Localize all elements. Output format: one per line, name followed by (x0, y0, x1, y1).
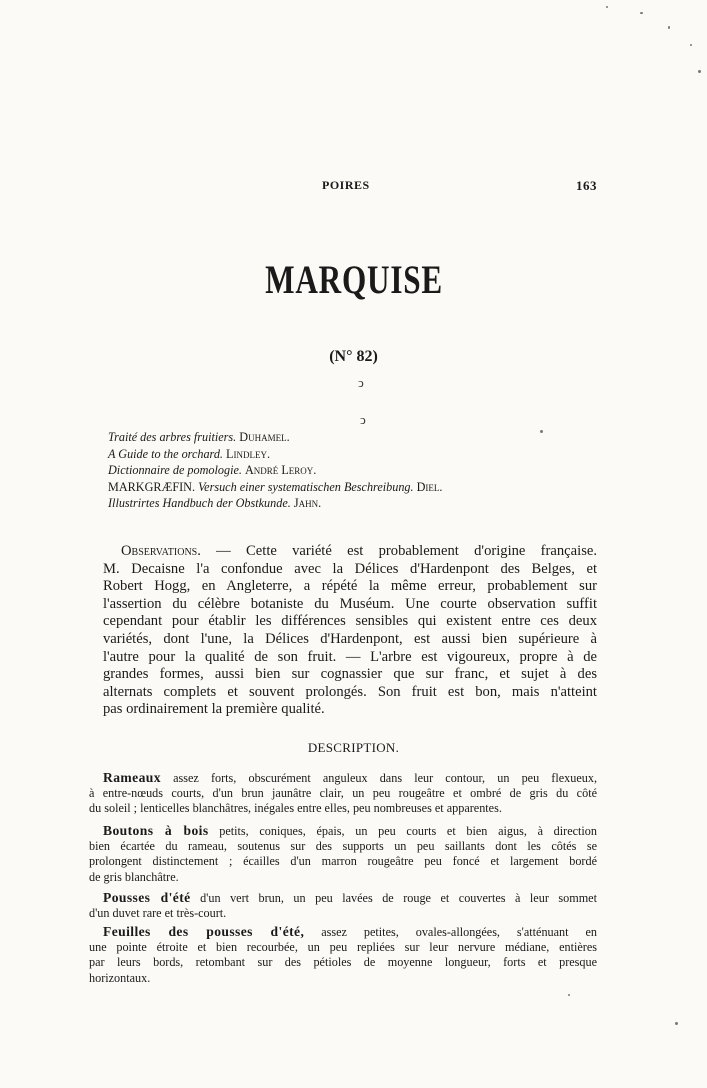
reference-author: Duhamel. (239, 430, 290, 444)
variety-number: (N° 82) (329, 348, 378, 365)
description-heading: DESCRIPTION. (307, 740, 400, 755)
reference-author: André Leroy. (244, 463, 317, 477)
description-entry-pousses (89, 890, 597, 921)
reference-work: Traité des arbres fruitiers. (108, 430, 237, 444)
page-number: 163 (576, 178, 597, 193)
description-line: Rameaux assez forts, obscurément anguleux dans leur contour, un peu flexueux, (103, 770, 597, 785)
reference-line (108, 462, 538, 479)
variety-title: MARQUISE (265, 257, 443, 302)
observations-line: cependant pour établir les différences sensibles qui existent entre ces deux (103, 613, 597, 630)
reference-author: Lindley. (226, 446, 271, 461)
observations-line: l'assertion du célèbre botaniste du Muséum. Une courte observation suffit (103, 595, 597, 612)
observations-line: l'autre pour la qualité de son fruit. — L'arbre est vigoureux, propre à de (103, 648, 597, 665)
observations-line: variétés, dont l'une, la Délices d'Hardenpont, est aussi bien supérieure à (103, 630, 597, 647)
description-entry-feuilles (89, 924, 597, 986)
observations-line: Observations. — Cette variété est probablement d'origine française. (121, 543, 597, 559)
description-line: du soleil ; lenticelles blanchâtres, inégales entre elles, peu nombreuses et apparentes. (89, 801, 502, 816)
description-line: Boutons à bois petits, coniques, épais, un peu courts et bien aigus, à direction (103, 823, 597, 838)
running-header (0, 178, 707, 194)
description-line: bien écartée du rameau, soutenus sur des supports un peu saillants dont les côtés se (89, 839, 597, 854)
reference-author: Jahn. (293, 496, 322, 510)
observations-line: Robert Hogg, en Angleterre, a répété la même erreur, probablement sur (103, 578, 597, 595)
reference-author: Diel. (416, 479, 443, 494)
description-term: Rameaux (103, 770, 161, 785)
observations-line: grandes formes, aussi bien sur cognassier que sur franc, et sujet à des (103, 666, 597, 683)
observations-paragraph (103, 543, 597, 719)
running-title: POIRES (322, 178, 370, 192)
reference-work: Dictionnaire de pomologie. (108, 463, 242, 477)
ornament-mark: ↄ (360, 412, 366, 427)
synonym-references (108, 429, 538, 512)
description-line: Pousses d'été d'un vert brun, un peu lavées de rouge et couvertes à leur sommet (103, 890, 597, 905)
description-line: par leurs bords, retombant sur des pétioles de moyenne longueur, forts et presque (89, 955, 597, 970)
reference-line (108, 446, 538, 463)
observations-line: alternats complets et souvent prolongés. Son fruit est bon, mais n'atteint (103, 683, 597, 700)
description-term: Boutons à bois (103, 823, 209, 838)
description-term: Feuilles des pousses d'été, (103, 924, 305, 939)
observations-lead: Observations. (121, 543, 201, 559)
reference-line (108, 429, 538, 446)
description-line: prolongent distinctement ; écailles d'un marron rougeâtre peu foncé et largement bordé (89, 854, 597, 869)
description-line: d'un duvet rare et très-court. (89, 906, 227, 921)
reference-work: Illustrirtes Handbuch der Obstkunde. (108, 496, 291, 510)
reference-line (108, 495, 538, 512)
reference-work: A Guide to the orchard. (108, 446, 223, 461)
reference-work: Versuch einer systematischen Beschreibung. (198, 479, 414, 494)
description-entry-rameaux (89, 770, 597, 817)
reference-synonym: MARKGRÆFIN. (108, 479, 196, 494)
reference-line (108, 479, 538, 496)
ornament-mark: ↄ (358, 375, 364, 390)
description-line: horizontaux. (89, 970, 151, 985)
description-entry-boutons (89, 823, 597, 885)
description-term: Pousses d'été (103, 890, 191, 905)
description-line: Feuilles des pousses d'été, assez petites, ovales-allongées, s'atténuant en (103, 924, 597, 939)
description-line: une pointe étroite et bien recourbée, un peu repliées sur leur nervure médiane, entières (89, 940, 597, 955)
observations-line: M. Decaisne l'a confondue avec la Délices d'Hardenpont des Belges, et (103, 560, 597, 577)
description-line: à entre-nœuds courts, d'un brun jaunâtre clair, un peu rougeâtre et ombré de gris du côté (89, 786, 597, 801)
description-line: de gris blanchâtre. (89, 869, 179, 884)
observations-line: pas ordinairement la première qualité. (103, 701, 325, 718)
